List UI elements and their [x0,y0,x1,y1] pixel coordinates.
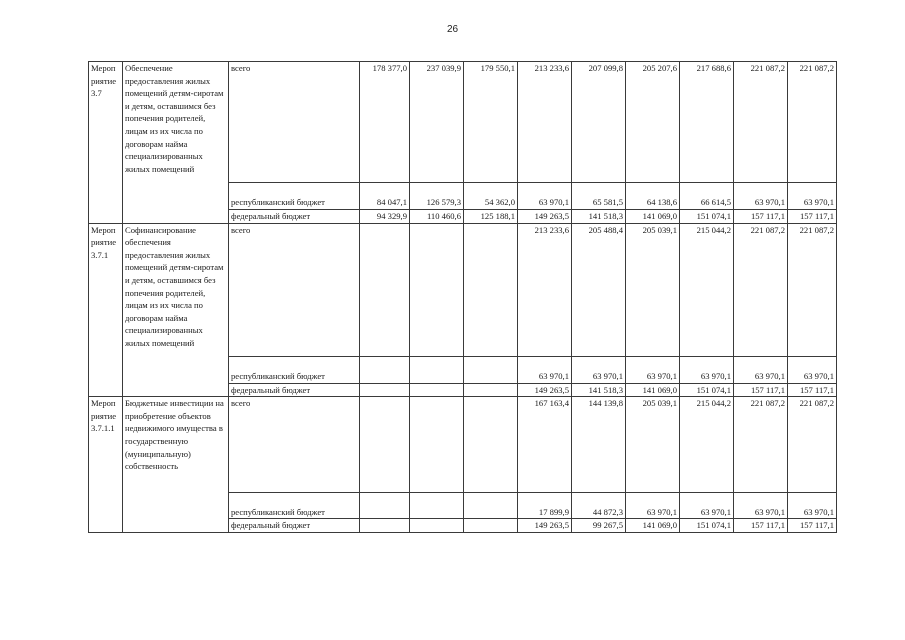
table-row [89,62,837,183]
amount-cell: 217 688,6 [680,62,734,183]
amount-cell: 205 039,1 [626,397,680,493]
amount-cell [360,493,410,519]
measure-name-cell: Софинансирование обеспечения предоставления жилых помещений детям-сиротам и детям, оставшимся без попечения родителей, лицам из их числа по договорам найма специализированных жилых помещений [123,223,229,397]
amount-cell: 63 970,1 [572,356,626,383]
amount-cell: 205 488,4 [572,223,626,356]
amount-cell [410,356,464,383]
amount-cell: 151 074,1 [680,210,734,224]
amount-cell: 213 233,6 [518,223,572,356]
amount-cell [410,493,464,519]
amount-cell [464,383,518,397]
funding-source-cell: республиканский бюджет [229,493,360,519]
amount-cell: 63 970,1 [788,356,837,383]
amount-cell: 141 069,0 [626,210,680,224]
amount-cell: 63 970,1 [680,356,734,383]
amount-cell: 178 377,0 [360,62,410,183]
funding-source-cell: всего [229,397,360,493]
amount-cell: 207 099,8 [572,62,626,183]
amount-cell: 17 899,9 [518,493,572,519]
amount-cell: 215 044,2 [680,223,734,356]
budget-table [88,61,837,533]
amount-cell: 205 207,6 [626,62,680,183]
amount-cell [410,397,464,493]
amount-cell: 94 329,9 [360,210,410,224]
amount-cell: 167 163,4 [518,397,572,493]
amount-cell: 126 579,3 [410,183,464,210]
funding-source-cell: всего [229,223,360,356]
amount-cell [360,383,410,397]
funding-source-cell: федеральный бюджет [229,210,360,224]
funding-source-cell: республиканский бюджет [229,356,360,383]
amount-cell: 149 263,5 [518,210,572,224]
amount-cell: 65 581,5 [572,183,626,210]
table-row [89,223,837,356]
amount-cell: 157 117,1 [788,210,837,224]
amount-cell: 179 550,1 [464,62,518,183]
measure-code-cell: Мероп риятие 3.7 [89,62,123,224]
amount-cell: 221 087,2 [734,397,788,493]
amount-cell: 63 970,1 [680,493,734,519]
amount-cell [464,493,518,519]
amount-cell: 63 970,1 [734,493,788,519]
amount-cell [360,519,410,533]
amount-cell: 149 263,5 [518,383,572,397]
amount-cell: 221 087,2 [788,62,837,183]
amount-cell: 157 117,1 [788,383,837,397]
amount-cell: 157 117,1 [734,519,788,533]
amount-cell: 54 362,0 [464,183,518,210]
amount-cell: 44 872,3 [572,493,626,519]
amount-cell: 84 047,1 [360,183,410,210]
amount-cell: 237 039,9 [410,62,464,183]
amount-cell: 66 614,5 [680,183,734,210]
amount-cell: 141 518,3 [572,383,626,397]
amount-cell: 110 460,6 [410,210,464,224]
funding-source-cell: республиканский бюджет [229,183,360,210]
amount-cell [464,397,518,493]
amount-cell: 157 117,1 [788,519,837,533]
measure-code-cell: Мероп риятие 3.7.1.1 [89,397,123,533]
amount-cell: 63 970,1 [788,183,837,210]
funding-source-cell: федеральный бюджет [229,519,360,533]
amount-cell: 63 970,1 [518,356,572,383]
amount-cell [360,356,410,383]
amount-cell [464,519,518,533]
amount-cell [410,223,464,356]
amount-cell: 149 263,5 [518,519,572,533]
page-number: 26 [446,24,459,35]
table-row [89,397,837,493]
amount-cell: 141 069,0 [626,519,680,533]
amount-cell: 63 970,1 [788,493,837,519]
amount-cell: 99 267,5 [572,519,626,533]
funding-source-cell: всего [229,62,360,183]
amount-cell [464,223,518,356]
amount-cell: 141 518,3 [572,210,626,224]
amount-cell: 151 074,1 [680,383,734,397]
amount-cell: 215 044,2 [680,397,734,493]
amount-cell: 63 970,1 [626,356,680,383]
amount-cell: 151 074,1 [680,519,734,533]
amount-cell: 221 087,2 [788,223,837,356]
amount-cell: 64 138,6 [626,183,680,210]
amount-cell: 63 970,1 [626,493,680,519]
measure-name-cell: Обеспечение предоставления жилых помещений детям-сиротам и детям, оставшимся без попечения родителей, лицам из их числа по договорам найма специализированных жилых помещений [123,62,229,224]
amount-cell: 213 233,6 [518,62,572,183]
measure-code-cell: Мероп риятие 3.7.1 [89,223,123,397]
amount-cell: 205 039,1 [626,223,680,356]
amount-cell: 144 139,8 [572,397,626,493]
amount-cell [360,223,410,356]
funding-source-cell: федеральный бюджет [229,383,360,397]
measure-name-cell: Бюджетные инвестиции на приобретение объектов недвижимого имущества в государственную (муниципальную) собственность [123,397,229,533]
amount-cell: 157 117,1 [734,210,788,224]
amount-cell: 63 970,1 [734,183,788,210]
amount-cell [360,397,410,493]
amount-cell: 221 087,2 [734,223,788,356]
amount-cell [410,519,464,533]
amount-cell: 221 087,2 [734,62,788,183]
amount-cell [464,356,518,383]
amount-cell: 141 069,0 [626,383,680,397]
amount-cell: 125 188,1 [464,210,518,224]
amount-cell: 63 970,1 [518,183,572,210]
amount-cell: 157 117,1 [734,383,788,397]
amount-cell: 63 970,1 [734,356,788,383]
amount-cell [410,383,464,397]
amount-cell: 221 087,2 [788,397,837,493]
